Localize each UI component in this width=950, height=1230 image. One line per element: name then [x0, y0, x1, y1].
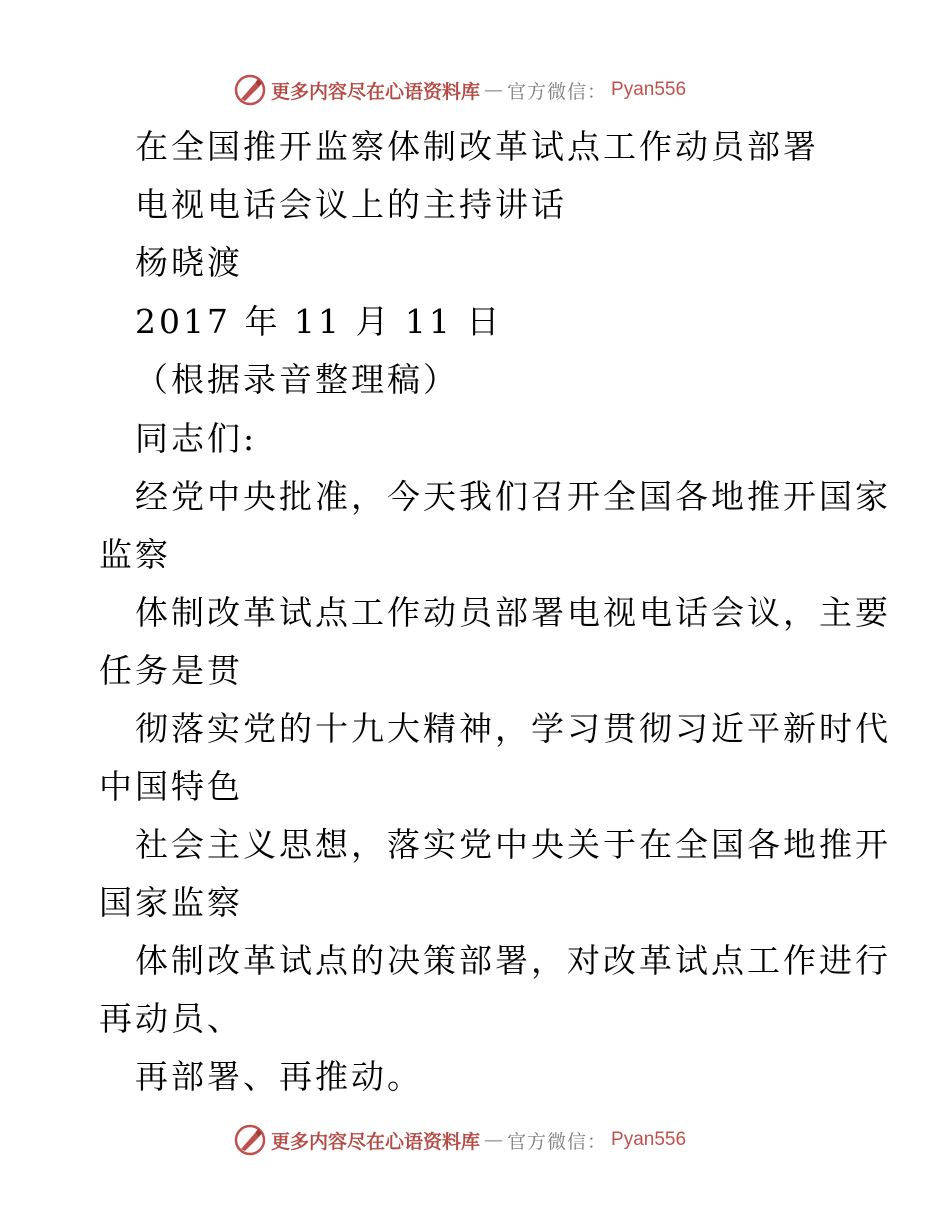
- banner-wechat-id: Pyan556: [611, 79, 687, 100]
- body-line: 社会主义思想，落实党中央关于在全国各地推开: [135, 825, 891, 864]
- body-line: 体制改革试点工作动员部署电视电话会议，主要: [135, 593, 891, 632]
- banner-wechat-label: 官方微信：: [507, 1130, 608, 1153]
- banner-wechat-label: 官方微信：: [507, 80, 608, 103]
- banner-brand: 更多内容尽在心语资料库: [271, 80, 481, 103]
- header-banner: [233, 73, 686, 107]
- footer-banner: [233, 1123, 686, 1157]
- body-line: 国家监察: [99, 883, 243, 922]
- author: 杨晓渡: [135, 243, 243, 282]
- body-line: 经党中央批准，今天我们召开全国各地推开国家: [135, 477, 891, 516]
- body-line: 任务是贯: [99, 651, 243, 690]
- title-line-1: 在全国推开监察体制改革试点工作动员部署: [135, 127, 819, 166]
- body-line: 彻落实党的十九大精神，学习贯彻习近平新时代: [135, 709, 891, 748]
- banner-wechat-id: Pyan556: [611, 1129, 687, 1150]
- transcript-note: （根据录音整理稿）: [135, 360, 459, 399]
- banner-separator: —: [484, 79, 504, 101]
- body-line: 再动员、: [99, 999, 243, 1038]
- body-line: 再部署、再推动。: [135, 1057, 423, 1096]
- pen-logo-icon: [233, 1123, 267, 1157]
- body-line: 中国特色: [99, 767, 243, 806]
- banner-separator: —: [484, 1129, 504, 1151]
- title-line-2: 电视电话会议上的主持讲话: [135, 185, 567, 224]
- body-line: 监察: [99, 535, 171, 574]
- salutation: 同志们:: [135, 419, 258, 458]
- pen-logo-icon: [233, 73, 267, 107]
- date: 2017 年 11 月 11 日: [135, 302, 503, 341]
- body-line: 体制改革试点的决策部署，对改革试点工作进行: [135, 941, 891, 980]
- banner-brand: 更多内容尽在心语资料库: [271, 1130, 481, 1153]
